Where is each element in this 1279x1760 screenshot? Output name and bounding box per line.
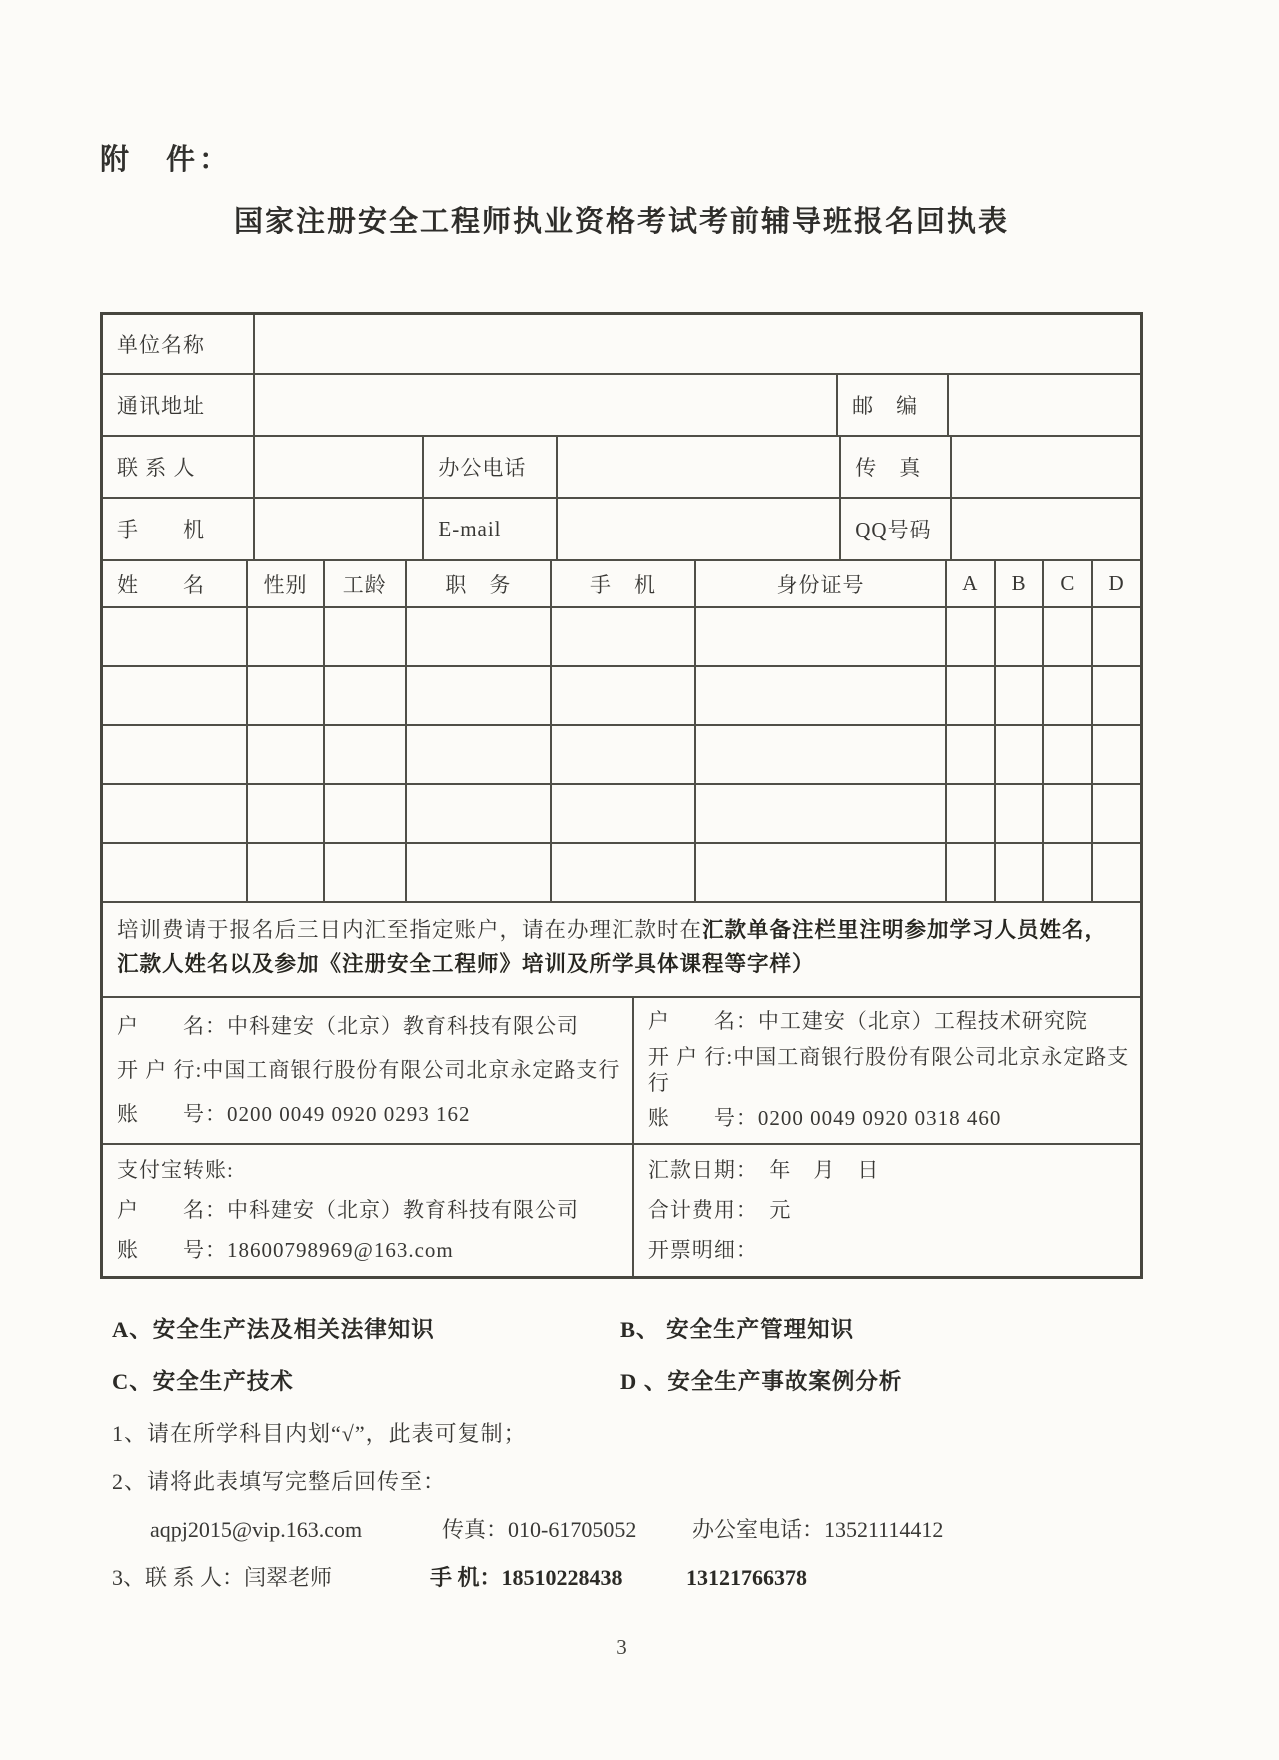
roster-header-row <box>103 559 1140 606</box>
alipay-title: 支付宝转账: <box>117 1158 234 1183</box>
roster-empty-cell <box>405 844 550 901</box>
roster-empty-cell <box>1091 608 1140 665</box>
alipay-account-number: 账 号：18600798969@163.com <box>117 1237 454 1262</box>
page-number: 3 <box>616 1635 627 1659</box>
alipay-remittance-row <box>103 1143 1140 1276</box>
roster-empty-cell <box>994 667 1043 724</box>
row-contact <box>103 435 1140 497</box>
remittance-total-fee: 合计费用： 元 <box>647 1197 792 1222</box>
fax-label: 传 真 <box>839 437 950 497</box>
roster-header-id-number: 身份证号 <box>694 561 945 606</box>
bank-left-bank-branch: 开 户 行:中国工商银行股份有限公司北京永定路支行 <box>117 1057 621 1082</box>
roster-empty-cell <box>323 608 405 665</box>
subject-legend-row-1 <box>100 1313 1143 1347</box>
payment-note-normal: 培训费请于报名后三日内汇至指定账户，请在办理汇款时在 <box>117 918 703 942</box>
roster-empty-cell <box>994 608 1043 665</box>
roster-empty-cell <box>1091 785 1140 842</box>
subject-a: A、安全生产法及相关法律知识 <box>112 1317 435 1342</box>
return-fax: 传真：010-61705052 <box>442 1517 637 1542</box>
roster-empty-cell <box>323 785 405 842</box>
roster-empty-cell <box>945 844 994 901</box>
roster-empty-cell <box>694 667 945 724</box>
roster-empty-cell <box>694 785 945 842</box>
email-label: E-mail <box>422 499 556 559</box>
roster-empty-cell <box>405 785 550 842</box>
row-company <box>103 315 1140 373</box>
office-phone-label: 办公电话 <box>422 437 556 497</box>
roster-empty-cell <box>550 844 694 901</box>
subject-c: C、安全生产技术 <box>112 1369 294 1394</box>
qq-value <box>950 499 1140 559</box>
bank-left-account-number: 账 号：0200 0049 0920 0293 162 <box>117 1102 471 1127</box>
roster-empty-cell <box>945 785 994 842</box>
zip-value <box>947 375 1140 435</box>
roster-empty-cell <box>1091 726 1140 783</box>
email-value <box>556 499 839 559</box>
roster-header-gender: 性别 <box>246 561 323 606</box>
alipay-account-name: 户 名：中科建安（北京）教育科技有限公司 <box>117 1197 579 1222</box>
office-phone-value <box>556 437 839 497</box>
office-phone: 办公室电话：13521114412 <box>692 1517 944 1542</box>
roster-header-subject-b: B <box>994 561 1043 606</box>
roster-header-seniority: 工龄 <box>323 561 405 606</box>
return-contact-line <box>100 1513 1143 1547</box>
roster-empty-cell <box>1042 785 1091 842</box>
roster-empty-cell <box>550 785 694 842</box>
roster-empty-cell <box>405 608 550 665</box>
roster-empty-cell <box>103 844 246 901</box>
roster-empty-cell <box>694 608 945 665</box>
note-1: 1、请在所学科目内划“√”，此表可复制； <box>112 1421 527 1446</box>
zip-label: 邮 编 <box>836 375 947 435</box>
bank-right-account-number: 账 号：0200 0049 0920 0318 460 <box>647 1106 1002 1131</box>
note-3-mobile-1: 手 机：18510228438 <box>430 1565 623 1590</box>
roster-empty-cell <box>323 844 405 901</box>
roster-empty-cell <box>323 667 405 724</box>
roster-header-subject-c: C <box>1042 561 1091 606</box>
roster-empty-row <box>103 842 1140 901</box>
remittance-cell <box>632 1145 1140 1276</box>
bank-account-left-cell <box>103 998 632 1143</box>
bank-right-bank-branch: 开 户 行:中国工商银行股份有限公司北京永定路支行 <box>647 1045 1130 1095</box>
roster-empty-row <box>103 606 1140 665</box>
roster-empty-cell <box>103 726 246 783</box>
roster-header-position: 职 务 <box>405 561 550 606</box>
roster-empty-cell <box>405 726 550 783</box>
roster-empty-cell <box>103 608 246 665</box>
attachment-label: 附 件： <box>100 144 233 176</box>
roster-empty-cell <box>246 726 323 783</box>
roster-empty-cell <box>1042 726 1091 783</box>
bank-left-account-name: 户 名：中科建安（北京）教育科技有限公司 <box>117 1013 579 1038</box>
remittance-date: 汇款日期： 年 月 日 <box>647 1158 880 1183</box>
address-value <box>253 375 836 435</box>
bank-accounts-row <box>103 996 1140 1143</box>
roster-header-name: 姓 名 <box>117 572 205 597</box>
roster-empty-cell <box>1091 844 1140 901</box>
bank-account-right-cell <box>632 998 1140 1143</box>
roster-empty-cell <box>945 667 994 724</box>
roster-empty-row <box>103 724 1140 783</box>
roster-empty-cell <box>945 726 994 783</box>
alipay-cell <box>103 1145 632 1276</box>
payment-note-cell <box>103 903 1140 996</box>
note-3-mobile-2: 13121766378 <box>686 1565 807 1590</box>
payment-note-bold: 汇款单备注栏里注明参加学习人员姓名，汇款人姓名以及参加《注册安全工程师》培训及所学具体课程等字样） <box>117 918 1108 977</box>
roster-empty-cell <box>994 844 1043 901</box>
remittance-invoice-detail: 开票明细： <box>647 1237 758 1262</box>
row-mobile <box>103 497 1140 559</box>
roster-empty-cell <box>550 726 694 783</box>
roster-empty-row <box>103 665 1140 724</box>
roster-empty-cell <box>1042 844 1091 901</box>
roster-empty-cell <box>246 844 323 901</box>
roster-empty-cell <box>405 667 550 724</box>
contact-value <box>253 437 422 497</box>
payment-note-row <box>103 901 1140 996</box>
row-address <box>103 373 1140 435</box>
roster-empty-row <box>103 783 1140 842</box>
roster-empty-cell <box>1042 608 1091 665</box>
company-name-value <box>253 315 1140 373</box>
mobile-label: 手 机 <box>117 518 205 542</box>
subject-b: B、 安全生产管理知识 <box>620 1317 855 1342</box>
bank-right-account-name: 户 名：中工建安（北京）工程技术研究院 <box>647 1009 1088 1034</box>
subject-legend-row-2 <box>100 1365 1143 1399</box>
roster-empty-cell <box>246 785 323 842</box>
roster-empty-cell <box>550 608 694 665</box>
note-2: 2、请将此表填写完整后回传至： <box>112 1469 447 1494</box>
subject-legend <box>100 1313 1143 1399</box>
roster-empty-cell <box>550 667 694 724</box>
roster-header-subject-d: D <box>1091 561 1140 606</box>
form-title: 国家注册安全工程师执业资格考试考前辅导班报名回执表 <box>233 206 1009 238</box>
note-3 <box>100 1561 1143 1595</box>
roster-empty-cell <box>246 608 323 665</box>
subject-d: D 、安全生产事故案例分析 <box>620 1369 903 1394</box>
roster-empty-cell <box>994 726 1043 783</box>
mobile-value <box>253 499 422 559</box>
roster-header-mobile: 手 机 <box>550 561 694 606</box>
roster-empty-cell <box>103 785 246 842</box>
roster-empty-cell <box>1042 667 1091 724</box>
registration-table <box>100 312 1143 1279</box>
roster-header-subject-a: A <box>945 561 994 606</box>
fax-value <box>950 437 1140 497</box>
note-3-contact-person: 3、联 系 人：闫翠老师 <box>112 1565 333 1590</box>
address-label: 通讯地址 <box>117 394 205 418</box>
qq-label: QQ号码 <box>839 499 950 559</box>
roster-empty-cell <box>694 844 945 901</box>
roster-empty-cell <box>994 785 1043 842</box>
roster-empty-cell <box>945 608 994 665</box>
return-email: aqpj2015@vip.163.com <box>150 1517 363 1542</box>
roster-empty-cell <box>694 726 945 783</box>
roster-empty-cell <box>103 667 246 724</box>
roster-empty-cell <box>323 726 405 783</box>
company-name-label: 单位名称 <box>117 333 205 357</box>
roster-empty-cell <box>246 667 323 724</box>
roster-empty-cell <box>1091 667 1140 724</box>
contact-label: 联 系 人 <box>117 456 196 480</box>
